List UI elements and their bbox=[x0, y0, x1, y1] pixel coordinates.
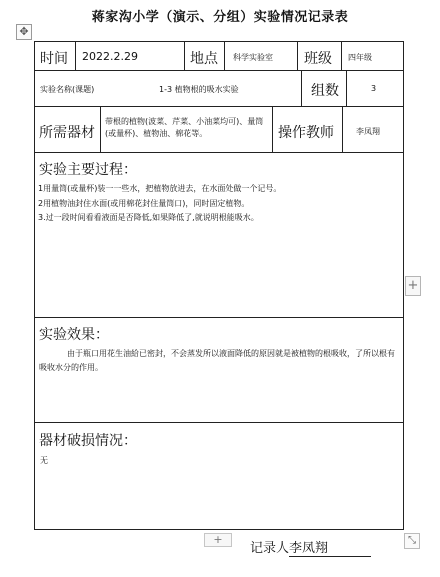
teacher-label: 操作教师 bbox=[278, 125, 334, 141]
process-step[interactable]: 2用植物油封住水面(或用棉花封住量筒口)，同时固定植物。 bbox=[38, 199, 250, 208]
row-divider bbox=[35, 422, 403, 423]
add-column-icon[interactable]: + bbox=[405, 276, 421, 296]
cell-divider bbox=[75, 42, 76, 70]
table-move-handle-icon[interactable]: ✥ bbox=[16, 24, 32, 40]
group-count-label: 组数 bbox=[311, 83, 339, 99]
materials-label: 所需器材 bbox=[39, 125, 95, 141]
row-divider bbox=[35, 106, 403, 107]
cell-divider bbox=[301, 70, 302, 106]
record-table bbox=[34, 41, 404, 530]
cell-divider bbox=[342, 106, 343, 152]
cell-divider bbox=[184, 42, 185, 70]
row-divider bbox=[35, 152, 403, 153]
cell-divider bbox=[297, 42, 298, 70]
place-value[interactable]: 科学实验室 bbox=[233, 53, 273, 62]
damage-value[interactable]: 无 bbox=[40, 456, 48, 465]
group-count-value[interactable]: 3 bbox=[371, 84, 377, 93]
recorder-line bbox=[250, 537, 371, 557]
row-divider bbox=[35, 317, 403, 318]
add-row-icon[interactable]: + bbox=[204, 533, 232, 547]
table-resize-handle-icon[interactable]: ⤡ bbox=[404, 533, 420, 549]
cell-divider bbox=[272, 106, 273, 152]
process-step[interactable]: 1用量筒(或量杯)装一一些水，把植物放进去，在水面处做一个记号。 bbox=[38, 184, 282, 193]
recorder-name[interactable]: 李凤翔 bbox=[289, 537, 371, 557]
cell-divider bbox=[100, 106, 101, 152]
recorder-label: 记录人 bbox=[250, 541, 290, 556]
effect-text[interactable]: 由于瓶口用花生油給已密封，不会蒸发所以液面降低的原因就是被植物的根吸收，了所以根有吸收水分的作用。 bbox=[39, 349, 395, 372]
cell-divider bbox=[346, 70, 347, 106]
materials-value[interactable]: 带根的植物(波菜、芹菜、小油菜均可)、量筒(或量杯)、植物油、棉花等。 bbox=[105, 117, 264, 138]
class-label: 班级 bbox=[304, 51, 332, 67]
cell-divider bbox=[341, 42, 342, 70]
cell-divider bbox=[224, 42, 225, 70]
time-value[interactable]: 2022.2.29 bbox=[82, 50, 138, 63]
damage-heading: 器材破损情况： bbox=[39, 433, 137, 449]
effect-heading: 实验效果： bbox=[39, 327, 109, 343]
experiment-name-value[interactable]: 1-3 植物根的吸水实验 bbox=[159, 85, 239, 94]
time-label: 时间 bbox=[40, 51, 68, 67]
process-step[interactable]: 3.过一段时间看看液面是否降低,如果降低了,就说明根能吸水。 bbox=[38, 213, 259, 222]
class-value[interactable]: 四年级 bbox=[348, 53, 372, 62]
page-title: 蒋家沟小学（演示、分组）实验情况记录表 bbox=[91, 10, 349, 25]
experiment-name-label: 实验名称(课题) bbox=[40, 85, 95, 94]
place-label: 地点 bbox=[190, 51, 218, 67]
row-divider bbox=[35, 70, 403, 71]
process-heading: 实验主要过程： bbox=[39, 162, 137, 178]
teacher-value[interactable]: 李凤翔 bbox=[356, 127, 380, 136]
